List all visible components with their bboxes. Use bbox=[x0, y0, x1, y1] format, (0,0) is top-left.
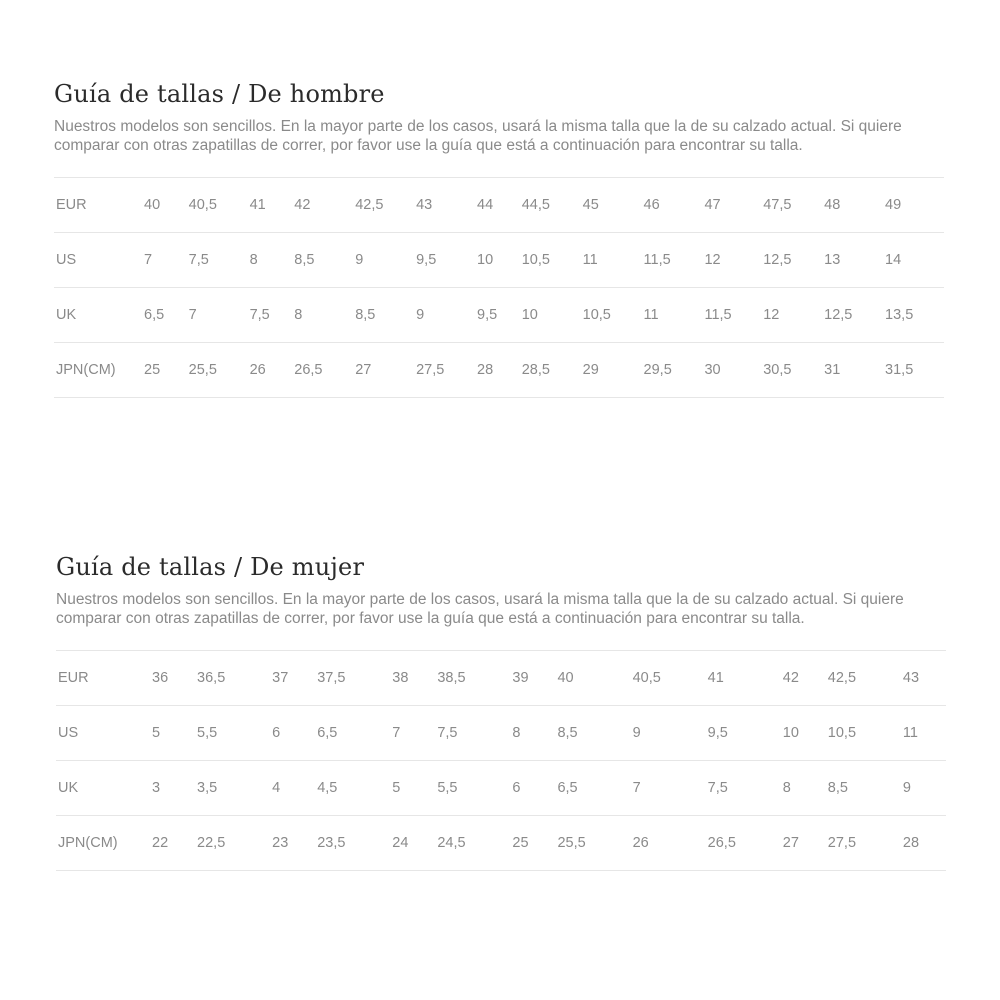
size-row-eur bbox=[54, 178, 944, 233]
size-cell: 10,5 bbox=[521, 252, 550, 268]
row-label: UK bbox=[56, 307, 77, 323]
size-cell: 14 bbox=[885, 252, 902, 268]
size-cell: 24 bbox=[392, 835, 409, 851]
size-cell: 38,5 bbox=[437, 670, 466, 686]
size-cell: 43 bbox=[416, 197, 433, 213]
size-cell: 8 bbox=[249, 252, 258, 268]
size-table-men bbox=[54, 177, 944, 398]
intro-line-1-women: Nuestros modelos son sencillos. En la mayor parte de los casos, usará la misma talla que la de su calzado actual. Si quiere bbox=[56, 591, 904, 608]
size-cell: 3,5 bbox=[197, 780, 218, 796]
size-cell: 11,5 bbox=[643, 252, 671, 268]
size-cell: 5 bbox=[152, 725, 161, 741]
size-cell: 28 bbox=[902, 835, 920, 851]
size-cell: 8,5 bbox=[294, 252, 315, 268]
row-label: JPN(CM) bbox=[58, 835, 118, 851]
size-cell: 7,5 bbox=[707, 780, 728, 796]
size-cell: 26 bbox=[632, 835, 649, 851]
row-label: EUR bbox=[56, 197, 87, 213]
size-cell: 6 bbox=[272, 725, 281, 741]
size-row-eur bbox=[56, 651, 946, 706]
size-cell: 26,5 bbox=[707, 835, 736, 851]
size-cell: 6,5 bbox=[144, 307, 165, 323]
size-cell: 12,5 bbox=[763, 252, 792, 268]
size-cell: 36,5 bbox=[197, 670, 226, 686]
size-cell: 47,5 bbox=[763, 197, 792, 213]
size-cell: 41 bbox=[707, 670, 724, 686]
size-cell: 10 bbox=[782, 725, 799, 741]
size-cell: 11 bbox=[643, 307, 659, 323]
size-cell: 7,5 bbox=[437, 725, 458, 741]
size-cell: 49 bbox=[885, 197, 902, 213]
size-cell: 12 bbox=[704, 252, 721, 268]
size-cell: 5,5 bbox=[437, 780, 458, 796]
size-cell: 27,5 bbox=[827, 835, 857, 851]
size-cell: 7 bbox=[144, 252, 153, 268]
row-label: JPN(CM) bbox=[56, 362, 116, 378]
size-cell: 29 bbox=[582, 362, 599, 378]
size-cell: 25 bbox=[512, 835, 529, 851]
size-cell: 47 bbox=[704, 197, 721, 213]
size-cell: 13,5 bbox=[885, 307, 914, 323]
row-label: US bbox=[58, 725, 79, 741]
intro-line-2-women: comparar con otras zapatillas de correr, por favor use la guía que está a continuación para encontrar su talla. bbox=[56, 610, 805, 627]
size-cell: 8,5 bbox=[355, 307, 376, 323]
size-cell: 28,5 bbox=[521, 362, 550, 378]
size-cell: 28 bbox=[477, 362, 494, 378]
size-cell: 9 bbox=[902, 780, 911, 796]
size-cell: 43 bbox=[902, 670, 920, 686]
intro-text-men bbox=[54, 117, 944, 155]
size-cell: 5 bbox=[392, 780, 401, 796]
size-cell: 8,5 bbox=[827, 780, 848, 796]
size-row-uk bbox=[54, 288, 944, 343]
size-cell: 42,5 bbox=[827, 670, 857, 686]
size-row-uk bbox=[56, 761, 946, 816]
row-label: UK bbox=[58, 780, 79, 796]
size-cell: 46 bbox=[643, 197, 660, 213]
size-cell: 37 bbox=[272, 670, 289, 686]
size-cell: 8,5 bbox=[557, 725, 578, 741]
size-cell: 25,5 bbox=[557, 835, 586, 851]
size-cell: 38 bbox=[392, 670, 409, 686]
size-cell: 8 bbox=[294, 307, 303, 323]
size-cell: 9,5 bbox=[707, 725, 728, 741]
size-cell: 4 bbox=[272, 780, 281, 796]
intro-text-women bbox=[56, 590, 946, 628]
size-cell: 39 bbox=[512, 670, 529, 686]
size-cell: 10,5 bbox=[582, 307, 611, 323]
size-row-jpncm bbox=[56, 816, 946, 871]
section-title-men: Guía de tallas / De hombre bbox=[54, 80, 385, 108]
size-cell: 8 bbox=[512, 725, 521, 741]
size-cell: 11 bbox=[582, 252, 598, 268]
size-cell: 6 bbox=[512, 780, 521, 796]
size-cell: 13 bbox=[824, 252, 841, 268]
size-cell: 22,5 bbox=[197, 835, 226, 851]
size-cell: 23,5 bbox=[317, 835, 346, 851]
size-cell: 42 bbox=[782, 670, 799, 686]
section-title-women: Guía de tallas / De mujer bbox=[56, 553, 365, 581]
size-cell: 9 bbox=[632, 725, 641, 741]
size-cell: 23 bbox=[272, 835, 289, 851]
size-cell: 6,5 bbox=[317, 725, 338, 741]
size-cell: 42,5 bbox=[355, 197, 384, 213]
size-cell: 9 bbox=[416, 307, 425, 323]
size-cell: 22 bbox=[152, 835, 169, 851]
size-cell: 30 bbox=[704, 362, 721, 378]
size-cell: 7 bbox=[392, 725, 401, 741]
size-cell: 26 bbox=[249, 362, 266, 378]
size-cell: 29,5 bbox=[643, 362, 672, 378]
size-cell: 9,5 bbox=[416, 252, 437, 268]
size-guide-men bbox=[54, 78, 944, 398]
size-cell: 45 bbox=[582, 197, 599, 213]
size-cell: 40 bbox=[144, 197, 161, 213]
size-cell: 40 bbox=[557, 670, 574, 686]
size-row-us bbox=[54, 233, 944, 288]
size-cell: 3 bbox=[152, 780, 161, 796]
size-cell: 7 bbox=[188, 307, 197, 323]
row-label: US bbox=[56, 252, 77, 268]
size-cell: 25,5 bbox=[188, 362, 217, 378]
intro-line-2-men: comparar con otras zapatillas de correr, por favor use la guía que está a continuación para encontrar su talla. bbox=[54, 137, 803, 154]
size-row-us bbox=[56, 706, 946, 761]
size-cell: 12 bbox=[763, 307, 780, 323]
size-cell: 40,5 bbox=[632, 670, 661, 686]
size-cell: 30,5 bbox=[763, 362, 792, 378]
size-cell: 7,5 bbox=[188, 252, 209, 268]
size-cell: 5,5 bbox=[197, 725, 218, 741]
size-cell: 9 bbox=[355, 252, 364, 268]
size-cell: 27 bbox=[355, 362, 372, 378]
size-cell: 11,5 bbox=[704, 307, 732, 323]
size-cell: 6,5 bbox=[557, 780, 578, 796]
size-cell: 7 bbox=[632, 780, 641, 796]
size-cell: 44,5 bbox=[521, 197, 550, 213]
size-cell: 25 bbox=[144, 362, 161, 378]
intro-line-1-men: Nuestros modelos son sencillos. En la mayor parte de los casos, usará la misma talla que la de su calzado actual. Si quiere bbox=[54, 118, 902, 135]
size-table-women bbox=[56, 650, 946, 871]
size-cell: 8 bbox=[782, 780, 791, 796]
size-cell: 10 bbox=[477, 252, 494, 268]
size-cell: 12,5 bbox=[824, 307, 853, 323]
size-cell: 10 bbox=[521, 307, 538, 323]
size-cell: 7,5 bbox=[249, 307, 270, 323]
size-cell: 37,5 bbox=[317, 670, 346, 686]
size-cell: 42 bbox=[294, 197, 311, 213]
size-cell: 36 bbox=[152, 670, 169, 686]
size-cell: 41 bbox=[249, 197, 266, 213]
size-guide-women bbox=[56, 551, 946, 871]
size-cell: 44 bbox=[477, 197, 494, 213]
size-cell: 24,5 bbox=[437, 835, 466, 851]
size-cell: 4,5 bbox=[317, 780, 338, 796]
size-cell: 11 bbox=[902, 725, 918, 741]
size-cell: 48 bbox=[824, 197, 841, 213]
size-cell: 40,5 bbox=[188, 197, 217, 213]
size-cell: 27,5 bbox=[416, 362, 445, 378]
size-cell: 31,5 bbox=[885, 362, 914, 378]
size-row-jpncm bbox=[54, 343, 944, 398]
size-cell: 27 bbox=[782, 835, 799, 851]
size-cell: 10,5 bbox=[827, 725, 857, 741]
size-cell: 31 bbox=[824, 362, 841, 378]
row-label: EUR bbox=[58, 670, 89, 686]
size-cell: 26,5 bbox=[294, 362, 323, 378]
size-cell: 9,5 bbox=[477, 307, 498, 323]
